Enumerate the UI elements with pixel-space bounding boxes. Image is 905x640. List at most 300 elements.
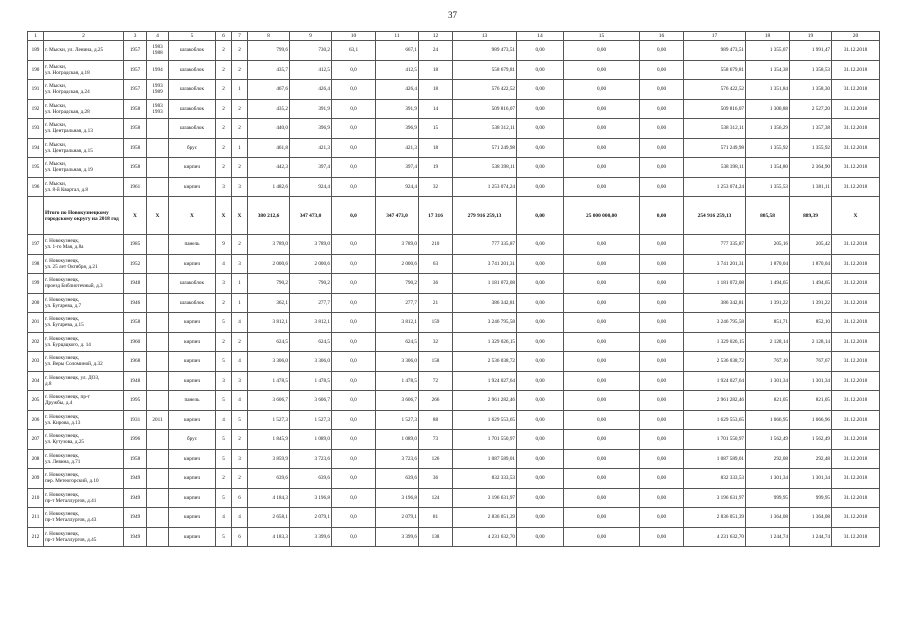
- cell-year-built: 1996: [124, 430, 147, 450]
- cell-floors: 5: [216, 391, 232, 411]
- cell-floors: X: [216, 197, 232, 235]
- cell-residents: 18: [419, 80, 453, 100]
- cell-completion-date: 31.12.2018: [832, 332, 880, 352]
- table-row: [28, 313, 880, 333]
- cell-wall-material: панель: [169, 391, 216, 411]
- cell-total-area: 362,1: [248, 293, 290, 313]
- cell-cost-federal: 0,00: [517, 119, 564, 139]
- cell-living-area: 277,7: [290, 293, 332, 313]
- cell-area-municipal: 0,0: [332, 60, 376, 80]
- cell-cost-owners: 832 333,53: [684, 469, 746, 489]
- cell-cost-owners: 989 473,51: [684, 41, 746, 61]
- cell-completion-date: 31.12.2018: [832, 430, 880, 450]
- cell-cost-owners: 3 246 795,58: [684, 313, 746, 333]
- cell-cost-owners: 538 398,11: [684, 158, 746, 178]
- cell-unit-cost-limit: 1 301,34: [790, 371, 832, 391]
- cell-wall-material: кирпич: [169, 371, 216, 391]
- cell-wall-material: кирпич: [169, 158, 216, 178]
- cell-unit-cost-limit: 852,10: [790, 313, 832, 333]
- cell-cost-total: 1 087 589,01: [453, 449, 517, 469]
- cell-address: г. Новокузнецк, ул. Левина, д.71: [44, 449, 124, 469]
- column-number-6: 6: [216, 32, 232, 41]
- cell-total-area: 799,6: [248, 41, 290, 61]
- cell-entrances: 4: [232, 508, 248, 528]
- cell-year-built: 1961: [124, 177, 147, 197]
- cell-area-municipal: 0,0: [332, 177, 376, 197]
- cell-living-area: 2 079,1: [290, 508, 332, 528]
- cell-area-municipal: 0,0: [332, 197, 376, 235]
- cell-address: г. Новокузнецк, ул. Веры Соломиной, д.32: [44, 352, 124, 372]
- column-number-9: 9: [290, 32, 332, 41]
- table-row: [28, 177, 880, 197]
- cell-total-area: 2 658,1: [248, 508, 290, 528]
- cell-unit-cost: 1 356,29: [746, 119, 790, 139]
- cell-cost-regional: 0,00: [564, 293, 640, 313]
- cell-area-private: 391,9: [376, 99, 419, 119]
- cell-address: г. Мыски, ул. Центральная, д.15: [44, 138, 124, 158]
- cell-unit-cost-limit: 999,95: [790, 488, 832, 508]
- cell-total-area: 4 183,3: [248, 527, 290, 547]
- table-row: [28, 293, 880, 313]
- cell-total-area: 435,2: [248, 99, 290, 119]
- cell-cost-federal: 0,00: [517, 488, 564, 508]
- cell-cost-total: 777 335,87: [453, 235, 517, 255]
- cell-entrances: 6: [232, 488, 248, 508]
- cell-floors: 5: [216, 527, 232, 547]
- cell-unit-cost: 1 301,34: [746, 371, 790, 391]
- cell-year-renovated: [147, 430, 169, 450]
- cell-year-renovated: [147, 177, 169, 197]
- cell-cost-owners: 777 335,87: [684, 235, 746, 255]
- cell-area-municipal: 0,0: [332, 430, 376, 450]
- cell-residents: 21: [419, 293, 453, 313]
- cell-floors: 2: [216, 99, 232, 119]
- cell-unit-cost: 805,58: [746, 197, 790, 235]
- cell-year-built: 1957: [124, 60, 147, 80]
- cell-cost-total: 2 836 051,39: [453, 508, 517, 528]
- cell-year-built: 1958: [124, 313, 147, 333]
- cell-year-renovated: [147, 508, 169, 528]
- cell-entrances: 5: [232, 410, 248, 430]
- cell-year-built: 1958: [124, 99, 147, 119]
- table-row: [28, 449, 880, 469]
- cell-address: г. Новокузнецк, ул. 25 лет Октября, д.21: [44, 254, 124, 274]
- cell-cost-local: 0,00: [640, 352, 684, 372]
- cell-cost-local: 0,00: [640, 235, 684, 255]
- cell-cost-regional: 0,00: [564, 138, 640, 158]
- cell-cost-total: 538 312,11: [453, 119, 517, 139]
- cell-address: г. Новокузнецк, ул. Кирова, д.13: [44, 410, 124, 430]
- cell-year-renovated: [147, 293, 169, 313]
- cell-unit-cost: 292,08: [746, 449, 790, 469]
- cell-cost-owners: 1 629 553,65: [684, 410, 746, 430]
- cell-cost-local: 0,00: [640, 274, 684, 294]
- cell-unit-cost: 851,71: [746, 313, 790, 333]
- cell-cost-owners: 1 701 550,97: [684, 430, 746, 450]
- cell-entrances: 3: [232, 449, 248, 469]
- cell-wall-material: брус: [169, 430, 216, 450]
- cell-entrances: 3: [232, 177, 248, 197]
- cell-residents: 36: [419, 469, 453, 489]
- column-number-14: 14: [517, 32, 564, 41]
- cell-cost-regional: 0,00: [564, 508, 640, 528]
- cell-wall-material: кирпич: [169, 449, 216, 469]
- cell-cost-regional: 0,00: [564, 60, 640, 80]
- cell-entrances: 1: [232, 293, 248, 313]
- cell-living-area: 924,4: [290, 177, 332, 197]
- cell-total-area: 1 845,9: [248, 430, 290, 450]
- cell-residents: 17 316: [419, 197, 453, 235]
- cell-floors: 5: [216, 352, 232, 372]
- cell-area-private: 3 789,0: [376, 235, 419, 255]
- cell-total-area: 461,8: [248, 138, 290, 158]
- cell-cost-regional: 0,00: [564, 469, 640, 489]
- cell-row-number: 198: [28, 254, 44, 274]
- cell-floors: 2: [216, 469, 232, 489]
- cell-year-renovated: [147, 138, 169, 158]
- cell-cost-local: 0,00: [640, 138, 684, 158]
- cell-area-municipal: 0,0: [332, 274, 376, 294]
- cell-area-private: 3 812,1: [376, 313, 419, 333]
- cell-cost-local: 0,00: [640, 508, 684, 528]
- cell-area-private: 3 723,6: [376, 449, 419, 469]
- cell-living-area: 730,2: [290, 41, 332, 61]
- cell-area-private: 347 473,0: [376, 197, 419, 235]
- cell-address: г. Новокузнецк, ул. Бугарева, д.15: [44, 313, 124, 333]
- cell-cost-regional: 0,00: [564, 235, 640, 255]
- table-row: [28, 352, 880, 372]
- cell-living-area: 3 196,8: [290, 488, 332, 508]
- cell-wall-material: шлакоблок: [169, 60, 216, 80]
- cell-cost-local: 0,00: [640, 410, 684, 430]
- table-row: [28, 527, 880, 547]
- cell-completion-date: 31.12.2018: [832, 80, 880, 100]
- cell-unit-cost: 767,10: [746, 352, 790, 372]
- cell-year-built: 1957: [124, 80, 147, 100]
- cell-completion-date: 31.12.2018: [832, 488, 880, 508]
- cell-year-renovated: [147, 391, 169, 411]
- cell-wall-material: брус: [169, 138, 216, 158]
- cell-residents: 88: [419, 410, 453, 430]
- cell-year-built: 1949: [124, 508, 147, 528]
- cell-row-number: 212: [28, 527, 44, 547]
- cell-completion-date: 31.12.2018: [832, 508, 880, 528]
- cell-entrances: 4: [232, 352, 248, 372]
- cell-cost-owners: 3 196 631,97: [684, 488, 746, 508]
- cell-year-built: 1958: [124, 449, 147, 469]
- cell-entrances: 2: [232, 158, 248, 178]
- cell-wall-material: кирпич: [169, 332, 216, 352]
- cell-cost-owners: 3 741 201,31: [684, 254, 746, 274]
- cell-cost-federal: 0,00: [517, 80, 564, 100]
- cell-cost-total: 576 422,52: [453, 80, 517, 100]
- cell-address: г. Новокузнецк, пер. Метеогорский, д.10: [44, 469, 124, 489]
- cell-cost-total: 1 253 074,24: [453, 177, 517, 197]
- cell-row-number: 209: [28, 469, 44, 489]
- cell-cost-owners: 1 253 074,24: [684, 177, 746, 197]
- table-row: [28, 371, 880, 391]
- cell-row-number: 191: [28, 80, 44, 100]
- cell-completion-date: 31.12.2018: [832, 293, 880, 313]
- cell-area-private: 396,9: [376, 119, 419, 139]
- cell-floors: 5: [216, 488, 232, 508]
- cell-year-renovated: 1983 1988: [147, 41, 169, 61]
- cell-living-area: 639,6: [290, 469, 332, 489]
- cell-unit-cost: 1 066,95: [746, 410, 790, 430]
- cell-living-area: 624,5: [290, 332, 332, 352]
- column-number-18: 18: [746, 32, 790, 41]
- cell-wall-material: шлакоблок: [169, 80, 216, 100]
- cell-address: г. Мыски, ул. 8-й Квартал, д.8: [44, 177, 124, 197]
- cell-area-municipal: 0,0: [332, 371, 376, 391]
- cell-row-number: 210: [28, 488, 44, 508]
- cell-total-area: 2 000,6: [248, 254, 290, 274]
- cell-total-area: 380 212,6: [248, 197, 290, 235]
- cell-living-area: 790,2: [290, 274, 332, 294]
- cell-year-renovated: 2011: [147, 410, 169, 430]
- cell-unit-cost-limit: 1 364,08: [790, 508, 832, 528]
- cell-cost-federal: 0,00: [517, 60, 564, 80]
- cell-unit-cost-limit: 821,05: [790, 391, 832, 411]
- cell-residents: 19: [419, 158, 453, 178]
- cell-year-renovated: [147, 158, 169, 178]
- cell-unit-cost: 1 364,08: [746, 508, 790, 528]
- cell-completion-date: 31.12.2018: [832, 527, 880, 547]
- cell-residents: 210: [419, 235, 453, 255]
- cell-cost-total: 1 181 072,08: [453, 274, 517, 294]
- cell-living-area: 397,4: [290, 158, 332, 178]
- cell-total-area: 3 606,7: [248, 391, 290, 411]
- cell-floors: 5: [216, 313, 232, 333]
- cell-cost-local: 0,00: [640, 293, 684, 313]
- cell-residents: 15: [419, 119, 453, 139]
- column-number-row: [28, 32, 880, 41]
- cell-address: г. Новокузнецк, ул. Бурцацкого, д. 14: [44, 332, 124, 352]
- cell-cost-total: 1 329 026,15: [453, 332, 517, 352]
- cell-cost-regional: 0,00: [564, 391, 640, 411]
- cell-total-area: 442,3: [248, 158, 290, 178]
- table-row: [28, 158, 880, 178]
- cell-wall-material: кирпич: [169, 508, 216, 528]
- cell-cost-total: 989 473,51: [453, 41, 517, 61]
- cell-unit-cost: 1 355,07: [746, 41, 790, 61]
- column-number-19: 19: [790, 32, 832, 41]
- cell-area-private: 790,2: [376, 274, 419, 294]
- cell-living-area: 391,9: [290, 99, 332, 119]
- cell-cost-regional: 0,00: [564, 449, 640, 469]
- cell-address: г. Новокузнецк, пр-т Металлургов, д.45: [44, 527, 124, 547]
- table-row: [28, 430, 880, 450]
- cell-completion-date: 31.12.2018: [832, 235, 880, 255]
- table-row: [28, 80, 880, 100]
- table-row: [28, 508, 880, 528]
- cell-row-number: 199: [28, 274, 44, 294]
- cell-floors: 3: [216, 274, 232, 294]
- table-row: [28, 138, 880, 158]
- cell-completion-date: 31.12.2018: [832, 177, 880, 197]
- cell-year-renovated: [147, 449, 169, 469]
- cell-floors: 2: [216, 80, 232, 100]
- cell-cost-total: 2 961 282,46: [453, 391, 517, 411]
- cell-row-number: [28, 197, 44, 235]
- cell-year-built: 1949: [124, 488, 147, 508]
- cell-address: г. Мыски, ул. Ноградская, д.24: [44, 80, 124, 100]
- cell-area-municipal: 0,0: [332, 158, 376, 178]
- cell-cost-regional: 0,00: [564, 80, 640, 100]
- cell-cost-federal: 0,00: [517, 138, 564, 158]
- cell-completion-date: 31.12.2018: [832, 469, 880, 489]
- cell-area-municipal: 0,0: [332, 254, 376, 274]
- cell-cost-owners: 2 836 051,39: [684, 508, 746, 528]
- cell-unit-cost: 205,16: [746, 235, 790, 255]
- cell-floors: 2: [216, 138, 232, 158]
- cell-wall-material: шлакоблок: [169, 41, 216, 61]
- cell-cost-regional: 0,00: [564, 119, 640, 139]
- cell-cost-total: 1 629 553,65: [453, 410, 517, 430]
- cell-entrances: 2: [232, 41, 248, 61]
- cell-cost-federal: 0,00: [517, 469, 564, 489]
- cell-year-renovated: [147, 332, 169, 352]
- cell-cost-total: 571 249,98: [453, 138, 517, 158]
- cell-residents: 159: [419, 313, 453, 333]
- cell-residents: 18: [419, 138, 453, 158]
- cell-wall-material: кирпич: [169, 254, 216, 274]
- cell-unit-cost-limit: 1 562,49: [790, 430, 832, 450]
- cell-address: г. Новокузнецк, пр-т Металлургов, д.41: [44, 488, 124, 508]
- cell-total-area: 3 789,0: [248, 235, 290, 255]
- cell-area-private: 1 478,5: [376, 371, 419, 391]
- cell-floors: 4: [216, 410, 232, 430]
- cell-area-municipal: 0,0: [332, 313, 376, 333]
- cell-unit-cost-limit: 2 364,90: [790, 158, 832, 178]
- cell-floors: 2: [216, 60, 232, 80]
- cell-unit-cost: 1 391,22: [746, 293, 790, 313]
- cell-address: г. Мыски, ул. Центральная, д.19: [44, 158, 124, 178]
- cell-cost-federal: 0,00: [517, 449, 564, 469]
- cell-cost-regional: 0,00: [564, 410, 640, 430]
- cell-year-built: 1985: [124, 235, 147, 255]
- cell-completion-date: 31.12.2018: [832, 60, 880, 80]
- cell-completion-date: 31.12.2018: [832, 41, 880, 61]
- cell-cost-owners: 386 342,81: [684, 293, 746, 313]
- cell-cost-owners: 4 231 632,70: [684, 527, 746, 547]
- cell-cost-local: 0,00: [640, 177, 684, 197]
- table-row: [28, 235, 880, 255]
- cell-floors: 5: [216, 449, 232, 469]
- cell-cost-federal: 0,00: [517, 274, 564, 294]
- cell-cost-total: 1 924 027,64: [453, 371, 517, 391]
- table-row: [28, 488, 880, 508]
- cell-floors: 9: [216, 235, 232, 255]
- cell-living-area: 3 723,6: [290, 449, 332, 469]
- cell-row-number: 190: [28, 60, 44, 80]
- cell-unit-cost-limit: 1 358,30: [790, 80, 832, 100]
- cell-total-area: 435,7: [248, 60, 290, 80]
- cell-cost-local: 0,00: [640, 197, 684, 235]
- cell-cost-regional: 0,00: [564, 41, 640, 61]
- cell-residents: 32: [419, 332, 453, 352]
- cell-year-built: 1957: [124, 41, 147, 61]
- cell-residents: 73: [419, 430, 453, 450]
- cell-residents: 63: [419, 254, 453, 274]
- cell-cost-regional: 0,00: [564, 274, 640, 294]
- cell-cost-total: 1 701 550,97: [453, 430, 517, 450]
- cell-year-renovated: 1994: [147, 60, 169, 80]
- cell-entrances: X: [232, 197, 248, 235]
- cell-cost-regional: 0,00: [564, 99, 640, 119]
- cell-completion-date: 31.12.2018: [832, 391, 880, 411]
- cell-area-municipal: 0,0: [332, 391, 376, 411]
- cell-floors: 2: [216, 332, 232, 352]
- column-number-20: 20: [832, 32, 880, 41]
- cell-floors: 3: [216, 177, 232, 197]
- cell-unit-cost-limit: 1 991,47: [790, 41, 832, 61]
- registry-table-container: [27, 31, 879, 547]
- table-row: [28, 41, 880, 61]
- cell-completion-date: 31.12.2018: [832, 119, 880, 139]
- cell-cost-regional: 0,00: [564, 430, 640, 450]
- cell-area-private: 426,4: [376, 80, 419, 100]
- cell-wall-material: кирпич: [169, 527, 216, 547]
- cell-living-area: 421,3: [290, 138, 332, 158]
- cell-cost-regional: 0,00: [564, 488, 640, 508]
- cell-unit-cost: 1 351,84: [746, 80, 790, 100]
- cell-address: г. Мыски, ул. Ноградская, д.18: [44, 60, 124, 80]
- column-number-12: 12: [419, 32, 453, 41]
- table-body: [28, 41, 880, 547]
- cell-cost-federal: 0,00: [517, 371, 564, 391]
- column-number-16: 16: [640, 32, 684, 41]
- cell-unit-cost: 1 300,88: [746, 99, 790, 119]
- cell-wall-material: шлакоблок: [169, 274, 216, 294]
- cell-area-municipal: 0,0: [332, 332, 376, 352]
- cell-cost-federal: 0,00: [517, 177, 564, 197]
- cell-cost-owners: 1 329 026,15: [684, 332, 746, 352]
- cell-wall-material: шлакоблок: [169, 119, 216, 139]
- cell-entrances: 2: [232, 60, 248, 80]
- cell-unit-cost-limit: 1 357,38: [790, 119, 832, 139]
- cell-total-area: 624,5: [248, 332, 290, 352]
- cell-living-area: 3 606,7: [290, 391, 332, 411]
- cell-unit-cost-limit: 889,39: [790, 197, 832, 235]
- cell-cost-owners: 254 916 259,13: [684, 197, 746, 235]
- cell-total-area: 1 527,3: [248, 410, 290, 430]
- cell-cost-owners: 576 422,52: [684, 80, 746, 100]
- cell-row-number: 197: [28, 235, 44, 255]
- cell-unit-cost-limit: 1 358,53: [790, 60, 832, 80]
- cell-row-number: 192: [28, 99, 44, 119]
- cell-floors: 4: [216, 254, 232, 274]
- cell-residents: 158: [419, 352, 453, 372]
- cell-cost-federal: 0,00: [517, 158, 564, 178]
- cell-total-area: 440,0: [248, 119, 290, 139]
- cell-residents: 81: [419, 508, 453, 528]
- table-row: [28, 469, 880, 489]
- cell-row-number: 211: [28, 508, 44, 528]
- cell-cost-local: 0,00: [640, 313, 684, 333]
- cell-year-renovated: [147, 469, 169, 489]
- cell-year-built: 1952: [124, 254, 147, 274]
- column-number-2: 2: [44, 32, 124, 41]
- cell-completion-date: 31.12.2018: [832, 352, 880, 372]
- cell-area-private: 3 399,6: [376, 527, 419, 547]
- cell-year-built: 1949: [124, 527, 147, 547]
- cell-area-municipal: 0,0: [332, 119, 376, 139]
- cell-wall-material: шлакоблок: [169, 99, 216, 119]
- cell-cost-local: 0,00: [640, 119, 684, 139]
- cell-cost-federal: 0,00: [517, 332, 564, 352]
- cell-row-number: 194: [28, 138, 44, 158]
